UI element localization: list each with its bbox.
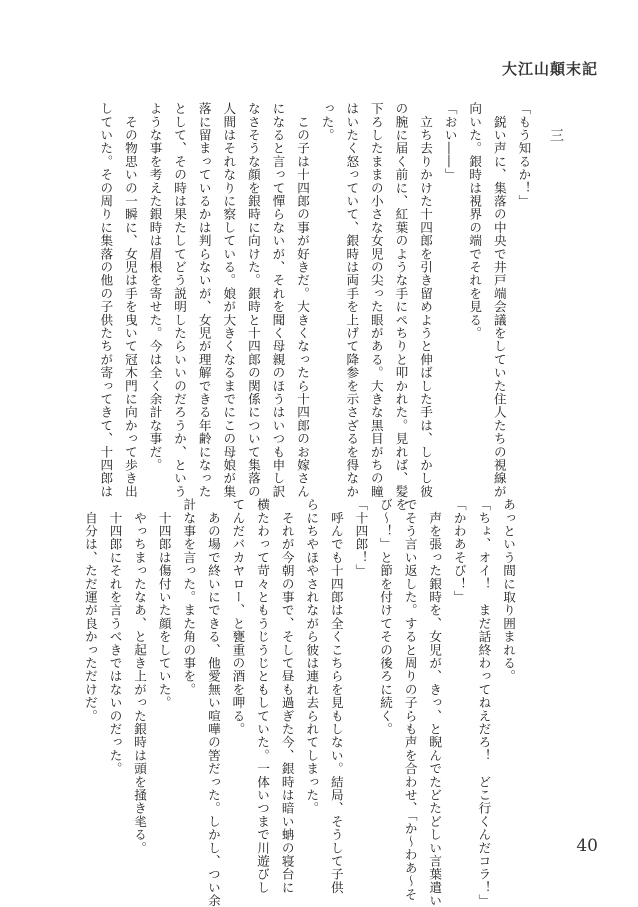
text-line: った。 — [319, 102, 335, 142]
text-line: 「十四郎！」 — [353, 498, 369, 578]
running-head: 大江山顛末記 — [501, 60, 598, 78]
text-line: あっという間に取り囲まれる。 — [501, 498, 516, 683]
text-line: として、その時は果たしてどう説明したらいいのだろうか、という — [172, 102, 188, 498]
text-line: 「もう知るか！」 — [516, 102, 532, 208]
text-line: 計な事を言った。また角の事を。 — [181, 498, 197, 696]
text-line: でそう言い返した。すると周りの子らも声を合わせ、「か～わあ～そ — [402, 498, 418, 901]
text-line: 「おい――」 — [442, 102, 458, 182]
text-line: 下ろしたままの小さな女児の尖った眼がある。大きな黒目がちの瞳 — [368, 102, 384, 498]
lower-text-block — [80, 498, 520, 907]
text-line: 十四郎は傷付いた顔をしていた。 — [156, 498, 172, 710]
text-line: この子は十四郎の事が好きだ。大きくなったら十四郎のお嫁さん — [295, 102, 311, 498]
upper-text-block — [98, 102, 568, 512]
text-line: はいたく怒っていて、銀時は両手を上げて降参を示さざるを得なか — [344, 102, 360, 498]
text-line: なさそうな顔を銀時に向けた。銀時と十四郎の関係について集落の — [245, 102, 261, 498]
text-line: 人間はそれなりに察している。娘が大きくなるまでにこの母娘が集 — [221, 102, 237, 498]
section-heading: 三 — [548, 128, 564, 143]
text-line: 自分は、ただ運が良かっただけだ。 — [82, 498, 98, 723]
text-line: 鋭い声に、集落の中央で井戸端会議をしていた住人たちの視線が — [491, 102, 507, 498]
text-line: 呼んでも十四郎は全くこちらを見もしない。結局、そうして子供 — [328, 498, 344, 894]
text-line: らにちやほやされながら彼は連れ去られてしまった。 — [304, 498, 320, 815]
text-line: それが今朝の事で、そして昼も過ぎた今、銀時は暗い蚺の寝台に — [279, 498, 295, 894]
text-line: てんだバカヤロー、と甕重の酒を呷る。 — [230, 498, 246, 736]
text-line: あの場で終いにできる、他愛無い喧嘩の筈だった。しかし、つい余 — [205, 498, 221, 907]
text-line: になると言って憚らないが、それを聞く母親のほうはいつも申し訳 — [270, 102, 286, 498]
text-line: び～！」と節を付けてその後ろに続く。 — [378, 498, 394, 736]
text-line: やっちまったなあ、と起き上がった銀時は頭を掻き毟る。 — [132, 498, 148, 855]
text-line: その物思いの一瞬に、女児は手を曳いて冠木門に向かって歩き出 — [122, 102, 138, 498]
text-line: 立ち去りかけた十四郎を引き留めようと伸ばした手は、しかし彼 — [418, 102, 434, 498]
text-line: 「かわあそび！」 — [451, 498, 467, 604]
text-line: 声を張った銀時を、女児が、きっ、と睨んでたどたどしい言葉遣い — [427, 498, 443, 907]
text-line: していた。その周りに集落の他の子供たちが寄ってきて、十四郎は — [98, 102, 114, 498]
text-line: の腕に届く前に、紅葉のような手にぺちりと叩かれた。見れば、髪を — [393, 102, 409, 512]
page-number: 40 — [576, 836, 598, 856]
text-line: 「ちょ、オイ！ まだ話終わってねえだろ！ どこ行くんだコラ！」 — [476, 498, 492, 907]
text-line: 向いた。銀時は視界の端でそれを見る。 — [467, 102, 483, 340]
text-line: ような事を考えた銀時は眉根を寄せた。今は全く余計な事だ。 — [147, 102, 163, 472]
text-line: 横たわって苛々ともうじうじともしていた。一体いつまで川遊びし — [255, 498, 271, 894]
text-line: 十四郎にそれを言うべきではないのだった。 — [107, 498, 123, 776]
text-line: 落に留まっているかは判らないが、女児が理解できる年齢になった — [196, 102, 212, 498]
